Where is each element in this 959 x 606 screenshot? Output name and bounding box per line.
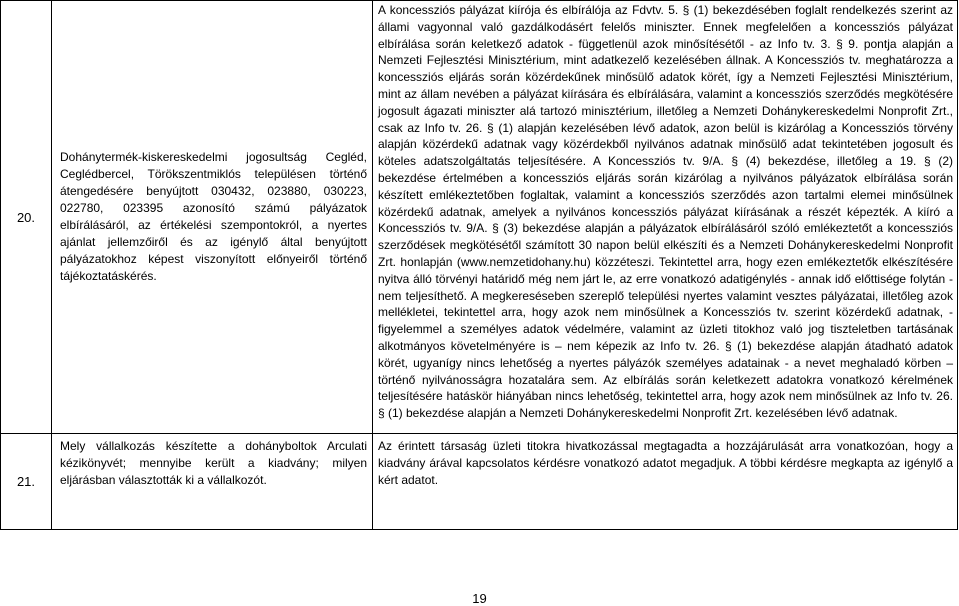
row-number: 21. — [1, 434, 52, 530]
page-number: 19 — [472, 591, 487, 606]
row-number: 20. — [1, 1, 52, 434]
table-row — [1, 434, 958, 530]
answer-text: Az érintett társaság üzleti titokra hivatkozással megtagadta a hozzájárulását arra vonatkozóan, hogy a kiadvány árával kapcsolatos kérdésre vonatkozó adatot megadjuk. A többi kérdésre megkapta az igénylő a kért adatot. — [378, 439, 953, 487]
answer-text: A koncessziós pályázat kiírója és elbírálója az Fdvtv. 5. § (1) bekezdésében foglalt rendelkezés szerint az állami vagyonnal való gazdálkodásért felelős miniszter. Ennek megfelelően a koncessziós pályázat elbírálása során keletkező adatok - függetlenül azok minősítésétől - az Info tv. 3. § 9. pontja alapján a Nemzeti Fejlesztési Minisztérium, mint adatkezelő kezelésében állnak. A Koncessziós tv. meghatározza a koncessziós eljárás során közérdekűnek minősülő adatok körét, így a Nemzeti Fejlesztési Minisztérium, mint az állam nevében a pályázat kiírására és elbírálására, valamint a koncessziós szerződés megkötésére jogosult ágazati miniszter alá tartozó minisztérium, illetőleg a Nemzeti Dohánykereskedelmi Nonprofit Zrt., csak az Info tv. 26. § (1) alapján kezelésében lévő adatok, azon belül is kizárólag a Koncessziós törvény alapján közérdekű adatnak vagy közérdekből nyilvános adatnak minősülő adat tekintetében jogosult és köteles adatszolgáltatás teljesítésére. A Koncessziós tv. 9/A. § (4) bekezdése, illetőleg a 19. § (2) bekezdése értelmében a koncessziós eljárás során kizárólag a nyilvános pályázatok elbírálása során készített emlékeztetőben foglaltak, valamint a koncessziós szerződés azon tartalmi elemei minősülnek közérdekű adatnak, amelyek a nyilvános koncessziós pályázat kiírásának a részét képezték. A kiíró a Koncessziós tv. 9/A. § (3) bekezdése alapján a pályázatok elbírálásáról szóló emlékeztetőt a koncessziós szerződések megkötésétől számított 30 napon belül elkészíti és a Nemzeti Dohánykereskedelmi Nonprofit Zrt. honlapján (www.nemzetidohany.hu) közzéteszi. Tekintettel arra, hogy ezen emlékeztetők elkészítésére nyitva álló törvényi határidő még nem járt le, az erre vonatkozó adatigénylés - annak idő előttisége folytán - nem teljesíthető. A megkereséseben szereplő települési nyertes valamint vesztes pályázatai, illetőleg azok mellékletei, tekintettel arra, hogy azok nem minősülnek a Koncessziós tv. szerint közérdekű adatnak, - figyelemmel a személyes adatok védelmére, valamint az üzleti titokhoz való jog tiszteletben tartásának alkotmányos követelményére is – nem képezik az Info tv. 26. § (1) bekezdése alapján átadható adatok körét, ugyanígy nincs lehetőség a nyertes pályázók személyes adatainak - a nevet meghaladó körben – történő nyilvánosságra hozatalára sem. Az elbírálás során keletkezett adatokra vonatkozó kérelmének teljesítésére hatáskör hiányában nincs lehetőség, tekintettel arra, hogy azok nem minősülnek az Info tv. 26. § (1) bekezdése alapján a Nemzeti Dohánykereskedelmi Nonprofit Zrt. kezelésében lévő adatnak. — [378, 3, 953, 421]
question-cell — [52, 1, 373, 434]
table-row — [1, 1, 958, 434]
question-text: Mely vállalkozás készítette a dohányboltok Arculati kézikönyvét; mennyibe került a kiadvány; milyen eljárásban választották ki a vállalkozót. — [60, 439, 367, 487]
answer-cell — [373, 434, 958, 530]
question-text: Dohánytermék-kiskereskedelmi jogosultság Cegléd, Ceglédbercel, Törökszentmiklós településen történő átengedésére benyújtott 030432, 023880, 030223, 022780, 023395 azonosító számú pályázatok elbírálásáról, az értékelési szempontokról, a nyertes ajánlat jellemzőiről és az igénylő által benyújtott pályázatokhoz képest viszonyított előnyeiről történő tájékoztatáskérés. — [60, 150, 367, 283]
answer-cell — [373, 1, 958, 434]
question-cell — [52, 434, 373, 530]
